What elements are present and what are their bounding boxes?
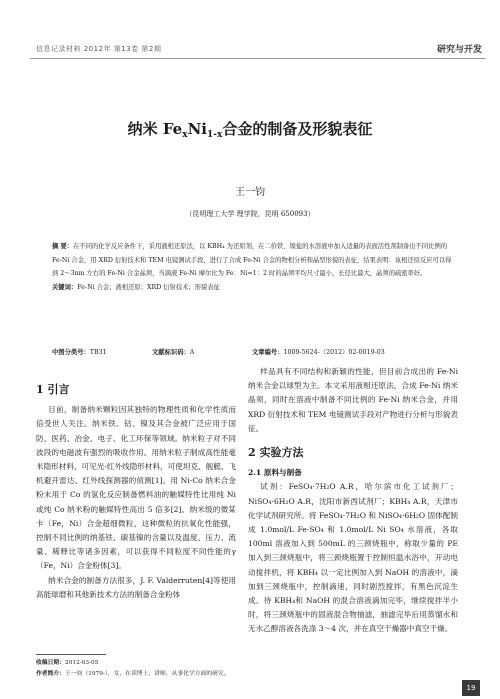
journal-info: 信息记录材料 2012年 第13卷 第2期 bbox=[36, 45, 162, 53]
article-number bbox=[252, 347, 385, 356]
keywords-text: Fe-Ni 合金；液相还原；XRD 衍射技术；形貌表征 bbox=[77, 283, 220, 291]
keywords-line bbox=[52, 281, 452, 295]
title-suffix: 合金的制备及形貌表征 bbox=[222, 120, 373, 138]
clc-code bbox=[52, 347, 152, 356]
section-1-paragraph-2: 纳米合金的制备方法很多，J. F. Valderruten[4]等使用高能球磨和其他新技术方法的制备合金粉体 bbox=[36, 575, 236, 599]
clc-label: 中图分类号： bbox=[52, 349, 90, 356]
received-date bbox=[36, 658, 236, 669]
author-name: 王一钧 bbox=[235, 187, 265, 198]
article-value: 1009-5624-（2012）02-0019-03 bbox=[283, 349, 385, 356]
author-bio-text: 王一钧（1979-），女，在读博士，讲师，从事化学方面的研究。 bbox=[65, 671, 230, 677]
author-bio bbox=[36, 669, 236, 680]
left-column bbox=[36, 373, 236, 602]
classification-row bbox=[52, 347, 472, 356]
doc-label: 文献标识码： bbox=[152, 349, 190, 356]
section-2-1-heading: 2.1 原料与制备 bbox=[248, 468, 302, 478]
abstract-text: 在不同的化学反应条件下，采用液相还原法，以 KBH₄ 为还原剂，在二价铁、镍盐的水溶液中加入适量的表面活性剂制备出不同比例的 Fe-Ni 合金，用 XRD 衍射技术和 TEM 电镜测试手段，进行了合成 Fe-Ni 合金的物相分析和晶型形貌的表征，结果表明：该相还原反应可以得到 2～3nm 左右的 Fe-Ni 合金晶须，当滴液 Fe-Ni 摩尔比为 Fe：Ni=1：2 时的晶须平均尺寸最小，长径比最大，晶须的疏密率好。 bbox=[52, 243, 452, 277]
paper-title bbox=[0, 118, 500, 140]
author-bio-label: 作者简介： bbox=[36, 671, 65, 677]
abstract-label: 摘 要： bbox=[52, 243, 74, 250]
running-header bbox=[0, 44, 500, 56]
page-number: 19 bbox=[462, 680, 480, 696]
doc-value: A bbox=[189, 349, 195, 356]
abstract-body bbox=[52, 240, 452, 281]
section-label: 研究与开发 bbox=[436, 45, 482, 55]
title-mid: Ni bbox=[187, 120, 207, 138]
keywords-label: 关键词： bbox=[52, 283, 78, 291]
header-rule bbox=[30, 58, 486, 59]
right-paragraph-1: 样品具有不同结构和新颖的性能，但目前合成出的 Fe-Ni 纳米合金以球型为主。本文采用液相还原法，合成 Fe-Ni 纳米晶须，同时在溶液中制备不同比例的 Fe-Ni 纳米合金，并用 XRD 衍射技术和 TEM 电镜测试手段对产物进行分析与形貌表征。 bbox=[248, 367, 458, 433]
title-sub-x: x bbox=[182, 130, 188, 140]
section-2-heading: 2 实验方法 bbox=[248, 446, 304, 460]
title-sub-1x: 1-x bbox=[207, 130, 223, 140]
received-label: 收稿日期： bbox=[36, 660, 65, 666]
doc-code bbox=[152, 347, 252, 356]
footnote-rule bbox=[36, 654, 106, 655]
affiliation: （昆明理工大学 理学院，昆明 650093） bbox=[185, 210, 315, 218]
title-prefix: 纳米 Fe bbox=[127, 120, 183, 138]
right-column bbox=[248, 365, 458, 637]
article-label: 文章编号： bbox=[252, 349, 284, 356]
clc-value: TB31 bbox=[89, 349, 107, 356]
abstract bbox=[52, 240, 452, 294]
section-1-paragraph-1: 目前，制备纳米颗粒因其独特的物理性质和化学性质而倍受世人关注。纳米铁、钴、镍及其合金被广泛应用于国防、医药、冶金、电子、化工环保等领域。纳米粒子对不同波段的电磁波有强烈的吸收作用。用纳米粒子制成高性能毫米隐形材料，可见光-红外线隐形材料，可使坦克、舰艇、飞机避开雷达、红外线探测器的侦测[1]。用 Ni-Co 纳米合金粉末用于 Co 的氢化反应制备燃料油的触媒特性比用纯 Ni 或纯 Co 纳米粉的触媒特性高出 5 倍多[2]。纳米级的微某卡（Fe，Ni）合金超细微粒，这种微粒的抗氧化性能强，控制不同比例的纳基铁、碳基镍的含量以及温度、压力、流量、稀释比等诸多因素，可以获得不同粒度不同性能的γ（Fe，Ni）合金粉体[3]。 bbox=[36, 405, 237, 571]
received-value: 2012-03-05 bbox=[65, 660, 99, 666]
footnote bbox=[36, 658, 236, 680]
section-2-1-paragraph: 试剂：FeSO₄·7H₂O A.R，哈尔滨市化工试剂厂；NiSO₄·6H₂O A.R，沈阳市新西试剂厂；KBH₄ A.R，天津市化学试剂研究所。将 FeSO₄·7H₂O 和 NiSO₄·6H₂O 固体配制成 1.0mol/L Fe-SO₄ 和 1.0mol/L Ni SO₄ 水溶液，各取 100ml 溶液加入到 500mL 的三颈烧瓶中，称取少量的 PE 加入到三颈烧瓶中，将三颈烧瓶置于控制恒温水浴中，开动电动搅拌机，将 KBH₄ 以一定比例加入到 NaOH 的溶液中，滴加到三颈烧瓶中，控制滴速，同时剧烈搅拌，有黑色沉淀生成。待 KBH₄和 NaOH 的混合溶液滴加完毕，继续搅拌半小时，将三颈烧瓶中的固液混合物抽滤，抽滤完毕后用蒸馏水和无水乙醇溶液各洗涤 3～4 次，并在真空干燥器中真空干燥。 bbox=[248, 482, 458, 634]
section-1-heading: 1 引言 bbox=[36, 383, 70, 396]
